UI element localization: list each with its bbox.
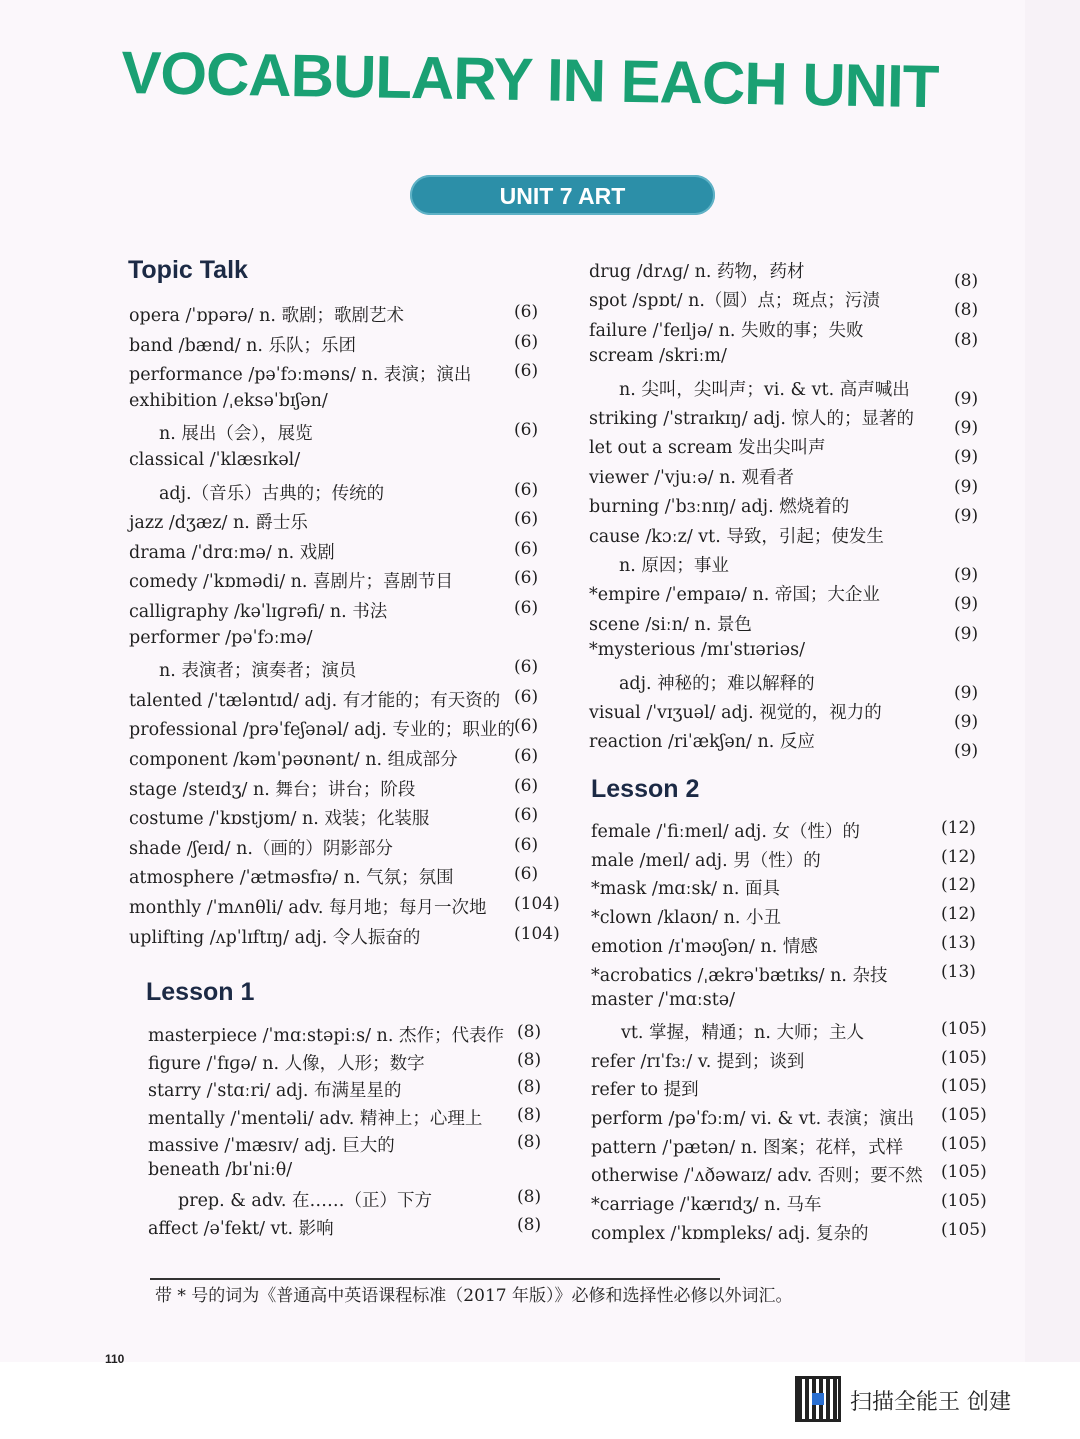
vocab-page-ref: (8) [954,329,979,350]
vocab-text: female /ˈfiːmeɪl/ adj. 女（性）的 [591,822,860,842]
vocab-text: prep. & adv. 在……（正）下方 [178,1191,432,1211]
vocab-text: stage /steɪdʒ/ n. 舞台；讲台；阶段 [129,779,416,800]
vocab-page-ref: (6) [514,331,539,352]
vocab-text: otherwise /ˈʌðəwaɪz/ adv. 否则；要不然 [591,1166,923,1187]
vocab-text: refer to 提到 [591,1080,699,1101]
vocab-page-ref: (6) [514,686,539,707]
vocab-page-ref: (6) [514,302,539,322]
vocab-page-ref: (105) [941,1133,987,1154]
vocab-text: costume /ˈkɒstjʊm/ n. 戏装；化装服 [129,809,430,830]
vocab-page-ref: (6) [514,538,539,559]
vocab-text: component /kəmˈpəʊnənt/ n. 组成部分 [129,750,458,770]
vocab-page-ref: (104) [514,894,560,914]
vocab-text: beneath /bɪˈniːθ/ [148,1159,293,1180]
vocab-page-ref: (9) [954,623,979,644]
vocab-page-ref: (8) [517,1077,542,1097]
section-topic-talk: Topic Talk [128,256,248,284]
vocab-text: massive /ˈmæsɪv/ adj. 巨大的 [148,1136,395,1156]
vocab-text: refer /rɪˈfɜː/ v. 提到；谈到 [591,1051,805,1072]
vocab-text: perform /pəˈfɔːm/ vi. & vt. 表演；演出 [591,1109,915,1129]
vocab-page-ref: (12) [941,818,976,838]
vocab-page-ref: (105) [941,1076,987,1097]
vocab-page-ref: (6) [514,834,539,855]
vocab-text: *clown /klaʊn/ n. 小丑 [591,908,782,929]
vocab-page-ref: (6) [514,509,539,530]
vocab-page-ref: (6) [514,775,539,796]
vocab-text: atmosphere /ˈætməsfɪə/ n. 气氛；氛围 [129,868,454,889]
vocab-page-ref: (6) [514,716,539,737]
vocab-text: starry /ˈstɑːri/ adj. 布满星星的 [148,1081,402,1101]
section-lesson-2: Lesson 2 [591,775,700,803]
vocab-text: striking /ˈstraɪkɪŋ/ adj. 惊人的；显著的 [589,409,914,429]
vocab-text: *mysterious /mɪˈstɪəriəs/ [589,640,805,661]
vocab-page-ref: (13) [941,932,976,953]
section-lesson-1: Lesson 1 [146,978,255,1006]
vocab-page-ref: (105) [941,1162,987,1183]
vocab-page-ref: (105) [941,1191,987,1212]
vocab-text: adj.（音乐）古典的；传统的 [159,483,385,504]
vocab-page-ref: (9) [954,388,979,409]
vocab-text: figure /ˈfɪɡə/ n. 人像，人形；数字 [148,1053,425,1074]
vocab-text: *carriage /ˈkærɪdʒ/ n. 马车 [591,1195,822,1216]
vocab-text: failure /ˈfeɪljə/ n. 失败的事；失败 [589,320,864,341]
qr-logo-icon [812,1393,824,1405]
vocab-text: burning /ˈbɜːnɪŋ/ adj. 燃烧着的 [589,497,850,518]
vocab-text: viewer /ˈvjuːə/ n. 观看者 [589,467,795,488]
vocab-page-ref: (6) [514,864,539,885]
vocab-page-ref: (9) [954,682,979,703]
page-edge [1025,0,1080,1362]
vocab-page-ref: (6) [514,361,539,382]
vocab-page-ref: (9) [954,418,979,438]
vocab-page-ref: (105) [941,1105,987,1125]
vocab-text: uplifting /ʌpˈlɪftɪŋ/ adj. 令人振奋的 [129,927,421,948]
vocab-text: *empire /ˈempaɪə/ n. 帝国；大企业 [589,585,880,606]
vocab-text: performer /pəˈfɔːmə/ [129,627,313,648]
vocab-page-ref: (6) [514,598,539,618]
vocab-page-ref: (9) [954,741,979,762]
vocab-page-ref: (6) [514,420,539,441]
vocab-page-ref: (6) [514,657,539,678]
page-number: 110 [105,1352,125,1366]
vocab-text: visual /ˈvɪʒuəl/ adj. 视觉的，视力的 [589,703,882,723]
vocab-page-ref: (13) [941,961,976,982]
vocab-page-ref: (8) [517,1214,542,1235]
page-title: VOCABULARY IN EACH UNIT [120,38,939,121]
vocab-text: monthly /ˈmʌnθli/ adv. 每月地；每月一次地 [129,898,487,918]
vocab-text: talented /ˈtæləntɪd/ adj. 有才能的；有天资的 [129,690,501,711]
vocab-text: scene /siːn/ n. 景色 [589,614,752,635]
vocab-page-ref: (9) [954,594,979,615]
vocab-page-ref: (8) [517,1049,542,1070]
vocab-page-ref: (6) [514,568,539,589]
scanner-watermark: 扫描全能王 创建 [850,1390,1011,1415]
vocab-page-ref: (8) [954,300,979,321]
vocab-page-ref: (9) [954,447,979,468]
vocab-text: complex /ˈkɒmpleks/ adj. 复杂的 [591,1223,869,1244]
vocab-text: adj. 神秘的；难以解释的 [619,673,815,694]
vocab-text: classical /ˈklæsɪkəl/ [129,450,301,470]
vocab-text: reaction /riˈækʃən/ n. 反应 [589,732,815,753]
vocab-text: drama /ˈdrɑːmə/ n. 戏剧 [129,542,335,563]
vocab-text: spot /spɒt/ n.（圆）点；斑点；污渍 [589,291,880,312]
vocab-page-ref: (12) [941,904,976,925]
vocab-text: drug /drʌɡ/ n. 药物，药材 [589,262,805,282]
vocab-text: master /ˈmɑːstə/ [591,990,735,1011]
vocab-page-ref: (8) [954,271,979,291]
vocab-text: emotion /ɪˈməʊʃən/ n. 情感 [591,936,818,957]
vocab-page-ref: (12) [941,846,976,867]
vocab-page-ref: (105) [941,1219,987,1240]
vocab-page-ref: (8) [517,1104,542,1125]
vocab-text: professional /prəˈfeʃənəl/ adj. 专业的；职业的 [129,720,515,741]
vocab-text: opera /ˈɒpərə/ n. 歌剧；歌剧艺术 [129,306,405,326]
vocab-text: masterpiece /ˈmɑːstəpiːs/ n. 杰作；代表作 [148,1026,504,1046]
vocab-text: n. 原因；事业 [619,556,729,576]
vocab-text: comedy /ˈkɒmədi/ n. 喜剧片；喜剧节目 [129,572,454,593]
vocab-page-ref: (8) [517,1187,542,1207]
vocab-text: let out a scream 发出尖叫声 [589,438,826,459]
vocab-text: *acrobatics /ˌækrəˈbætɪks/ n. 杂技 [591,965,888,986]
unit-badge: UNIT 7 ART [410,175,715,215]
vocab-page-ref: (9) [954,565,979,585]
vocab-text: shade /ʃeɪd/ n.（画的）阴影部分 [129,838,393,859]
vocab-text: male /meɪl/ adj. 男（性）的 [591,850,821,871]
vocab-text: n. 展出（会），展览 [159,424,313,445]
vocab-page-ref: (104) [514,923,560,944]
vocab-text: performance /pəˈfɔːməns/ n. 表演；演出 [129,365,472,386]
vocab-page-ref: (8) [517,1022,542,1042]
vocab-text: cause /kɔːz/ vt. 导致，引起；使发生 [589,526,884,547]
footnote: 带 * 号的词为《普通高中英语课程标准（2017 年版）》必修和选择性必修以外词汇。 [155,1286,793,1306]
vocab-text: n. 表演者；演奏者；演员 [159,661,357,682]
vocab-text: exhibition /ˌeksəˈbɪʃən/ [129,390,328,411]
vocab-page-ref: (9) [954,506,979,527]
vocab-text: vt. 掌握，精通；n. 大师；主人 [621,1022,864,1043]
vocab-page-ref: (8) [517,1132,542,1152]
vocab-page-ref: (9) [954,476,979,497]
vocab-page-ref: (105) [941,1047,987,1068]
vocab-page-ref: (9) [954,712,979,732]
vocab-page-ref: (6) [514,479,539,500]
vocab-page-ref: (6) [514,805,539,826]
vocab-text: band /bænd/ n. 乐队；乐团 [129,335,357,356]
vocab-text: jazz /dʒæz/ n. 爵士乐 [129,513,308,534]
vocab-text: mentally /ˈmentəli/ adv. 精神上；心理上 [148,1108,483,1129]
vocab-page-ref: (105) [941,1018,987,1039]
vocab-text: n. 尖叫，尖叫声；vi. & vt. 高声喊出 [619,379,910,400]
vocab-text: scream /skriːm/ [589,346,727,367]
vocab-text: affect /əˈfekt/ vt. 影响 [148,1218,334,1239]
vocab-page-ref: (12) [941,875,976,896]
vocab-text: *mask /mɑːsk/ n. 面具 [591,879,780,900]
vocab-text: pattern /ˈpætən/ n. 图案；花样，式样 [591,1137,904,1158]
vocab-page-ref: (6) [514,746,539,766]
vocab-text: calligraphy /kəˈlɪɡrəfi/ n. 书法 [129,602,388,622]
footnote-divider [150,1278,720,1280]
